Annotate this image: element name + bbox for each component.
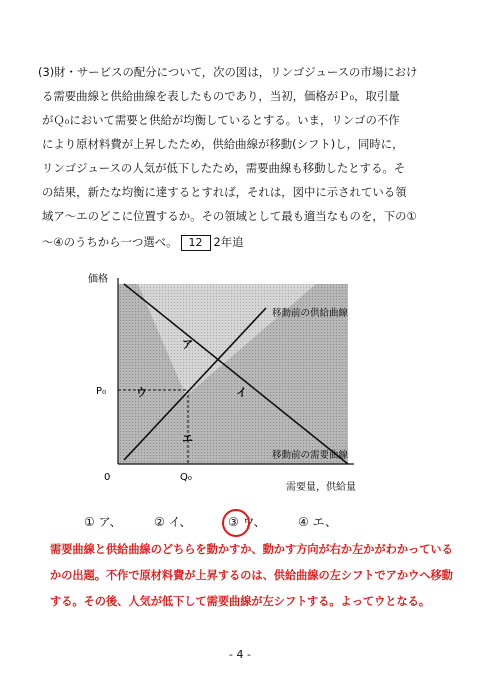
explanation-line: かの出題。不作で原材料費が上昇するのは、供給曲線の左シフトでアかウへ移動	[50, 569, 453, 582]
diagram-svg	[86, 268, 376, 500]
page-number: - 4 -	[229, 648, 251, 661]
choice-4[interactable]	[298, 513, 337, 530]
region-a-label: ア	[182, 338, 193, 351]
question-line: る需要曲線と供給曲線を表したものであり，当初，価格がＰ₀，取引量	[42, 89, 400, 103]
p0-label: P₀	[96, 386, 107, 397]
selected-answer-circle	[222, 509, 250, 537]
choice-number: ①	[84, 515, 95, 529]
region-e-label: エ	[182, 432, 193, 445]
question-line: (3)財・サービスの配分について，次の図は，リンゴジュースの市場におけ	[38, 65, 418, 79]
demand-curve-label: 移動前の需要曲線	[272, 450, 349, 461]
supply-curve-label: 移動前の供給曲線	[272, 308, 349, 319]
choice-2[interactable]	[154, 513, 192, 530]
question-line: 域ア～エのどこに位置するか。その領域として最も適当なものを，下の①	[42, 209, 417, 223]
y-axis-label: 価格	[88, 274, 108, 285]
question-line: の結果，新たな均衡に達するとすれば，それは，図中に示されている領	[42, 185, 407, 199]
choice-label: ウ、	[242, 515, 266, 529]
x-axis-label: 需要量，供給量	[286, 482, 356, 493]
choice-1[interactable]	[84, 513, 122, 530]
question-line: ～④のうちから一つ選べ。	[42, 235, 178, 249]
choice-label: イ、	[168, 515, 192, 529]
explanation-line: する。その後、人気が低下して需要曲線が左シフトする。よってウとなる。	[50, 595, 431, 608]
q0-label: Q₀	[180, 472, 192, 483]
region-u-label: ウ	[136, 386, 147, 399]
choice-number: ②	[154, 515, 165, 529]
origin-label: 0	[104, 472, 111, 483]
choice-label: ア、	[98, 515, 122, 529]
question-line: により原材料費が上昇したため，供給曲線が移動(シフト)し，同時に，	[42, 137, 404, 151]
choice-number: ④	[298, 515, 309, 529]
choice-3[interactable]	[228, 513, 266, 530]
exam-tag: 2年追	[213, 235, 244, 249]
question-line-last	[42, 232, 244, 252]
question-line: がＱ₀において需要と供給が均衡しているとする。いま，リンゴの不作	[42, 113, 400, 127]
supply-demand-diagram	[86, 268, 376, 500]
choice-number: ③	[228, 515, 239, 529]
question-line: リンゴジュースの人気が低下したため，需要曲線も移動したとする。そ	[42, 161, 406, 175]
region-i-label: イ	[236, 386, 247, 399]
choice-label: エ、	[312, 515, 337, 529]
explanation-line: 需要曲線と供給曲線のどちらを動かすか、動かす方向が右か左かがわかっている	[50, 543, 453, 556]
answer-box: 12	[181, 235, 211, 251]
